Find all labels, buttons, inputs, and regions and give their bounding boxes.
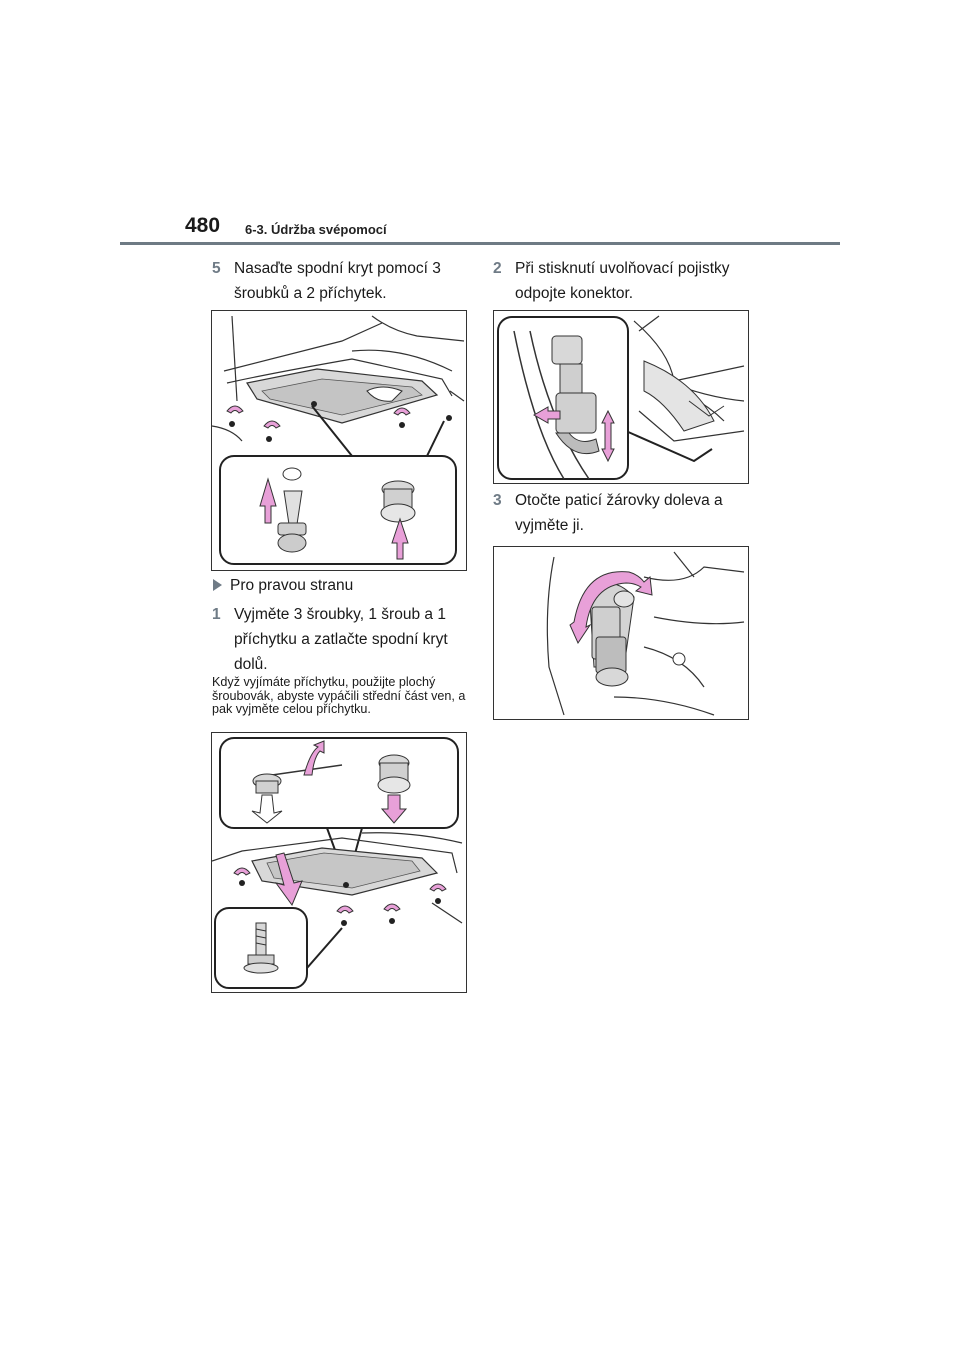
step-number: 2 (493, 260, 502, 277)
step-text: Při stisknutí uvolňovací pojistky odpojte konektor. (515, 260, 730, 302)
figure-undercover-install (211, 310, 467, 571)
step-3 (493, 488, 748, 538)
section-title: 6-3. Údržba svépomocí (245, 222, 387, 237)
figure-connector (493, 310, 749, 484)
step-number: 5 (212, 260, 221, 277)
step-2 (493, 256, 748, 306)
header-rule (120, 242, 840, 245)
page-number: 480 (185, 214, 221, 237)
step-number: 3 (493, 492, 502, 509)
bullet-right-side (213, 577, 353, 595)
figure-bulb-socket (493, 546, 749, 720)
bullet-triangle-icon (213, 579, 222, 591)
step-text: Nasaďte spodní kryt pomocí 3 šroubků a 2 příchytek. (234, 260, 441, 302)
note-text: Když vyjímáte příchytku, použijte plochý šroubovák, abyste vypáčili střední část ven, a pak vyjměte celou příchytku. (212, 675, 466, 716)
figure-undercover-remove (211, 732, 467, 993)
bulb-socket-rotate-illustration (494, 547, 748, 719)
step-1 (212, 602, 467, 677)
connector-release-illustration (494, 311, 748, 483)
undercover-remove-illustration (212, 733, 466, 992)
step-text: Otočte paticí žárovky doleva a vyjměte ji. (515, 492, 723, 534)
step-number: 1 (212, 606, 221, 623)
step-5 (212, 256, 467, 306)
step-text: Vyjměte 3 šroubky, 1 šroub a 1 příchytku a zatlačte spodní kryt dolů. (234, 606, 448, 673)
bullet-text: Pro pravou stranu (230, 577, 354, 594)
undercover-clips-screws-illustration (212, 311, 466, 570)
